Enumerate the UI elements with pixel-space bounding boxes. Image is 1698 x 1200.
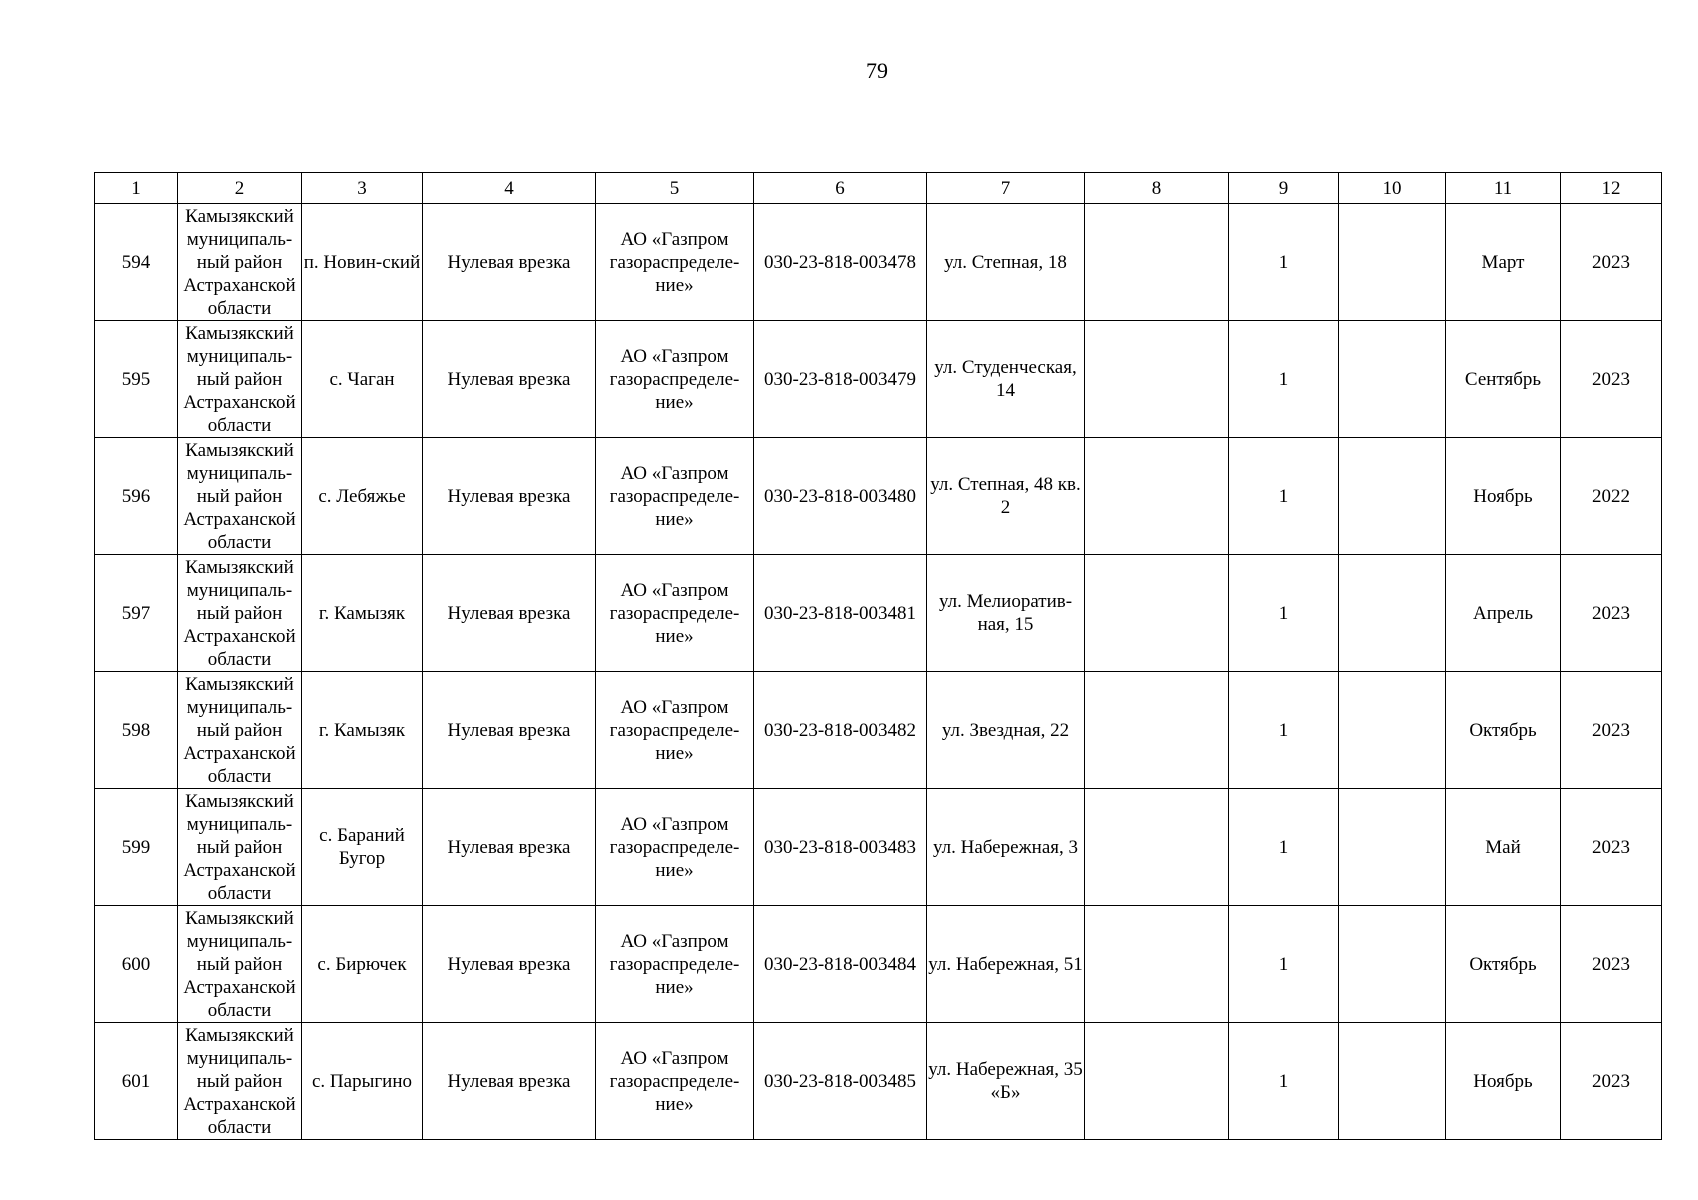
header-cell: 6 (754, 173, 927, 204)
code-cell: 030-23-818-003480 (754, 438, 927, 555)
code-cell: 030-23-818-003485 (754, 1023, 927, 1140)
table-row (95, 438, 1662, 555)
organization-cell: АО «Газпром газораспределе-ние» (596, 204, 754, 321)
address-cell: ул. Студенческая, 14 (927, 321, 1085, 438)
month-cell: Март (1446, 204, 1561, 321)
month-cell: Октябрь (1446, 672, 1561, 789)
header-cell: 3 (302, 173, 423, 204)
row-number: 595 (95, 321, 178, 438)
header-cell: 10 (1339, 173, 1446, 204)
table-row (95, 1023, 1662, 1140)
col10-cell (1339, 204, 1446, 321)
col9-cell: 1 (1229, 789, 1339, 906)
row-number: 594 (95, 204, 178, 321)
code-cell: 030-23-818-003482 (754, 672, 927, 789)
col10-cell (1339, 906, 1446, 1023)
year-cell: 2023 (1561, 672, 1662, 789)
address-cell: ул. Мелиоратив-ная, 15 (927, 555, 1085, 672)
header-cell: 4 (423, 173, 596, 204)
col8-cell (1085, 555, 1229, 672)
settlement-cell: с. Чаган (302, 321, 423, 438)
organization-cell: АО «Газпром газораспределе-ние» (596, 1023, 754, 1140)
address-cell: ул. Набережная, 51 (927, 906, 1085, 1023)
col10-cell (1339, 438, 1446, 555)
table-row (95, 204, 1662, 321)
table-row (95, 672, 1662, 789)
settlement-cell: г. Камызяк (302, 555, 423, 672)
header-cell: 5 (596, 173, 754, 204)
col8-cell (1085, 438, 1229, 555)
col9-cell: 1 (1229, 1023, 1339, 1140)
col8-cell (1085, 321, 1229, 438)
organization-cell: АО «Газпром газораспределе-ние» (596, 672, 754, 789)
header-cell: 1 (95, 173, 178, 204)
col9-cell: 1 (1229, 672, 1339, 789)
connection-type-cell: Нулевая врезка (423, 1023, 596, 1140)
connection-type-cell: Нулевая врезка (423, 555, 596, 672)
col10-cell (1339, 672, 1446, 789)
month-cell: Апрель (1446, 555, 1561, 672)
col8-cell (1085, 789, 1229, 906)
connection-type-cell: Нулевая врезка (423, 204, 596, 321)
organization-cell: АО «Газпром газораспределе-ние» (596, 438, 754, 555)
year-cell: 2023 (1561, 1023, 1662, 1140)
connection-type-cell: Нулевая врезка (423, 672, 596, 789)
settlement-cell: с. Лебяжье (302, 438, 423, 555)
district-cell: Камызякский муниципаль-ный район Астраханской области (178, 672, 302, 789)
year-cell: 2023 (1561, 555, 1662, 672)
col8-cell (1085, 672, 1229, 789)
year-cell: 2023 (1561, 321, 1662, 438)
page-number: 79 (866, 58, 888, 83)
address-cell: ул. Набережная, 3 (927, 789, 1085, 906)
connection-type-cell: Нулевая врезка (423, 906, 596, 1023)
table-row (95, 789, 1662, 906)
table-row (95, 321, 1662, 438)
year-cell: 2023 (1561, 906, 1662, 1023)
settlement-cell: с. Бараний Бугор (302, 789, 423, 906)
col9-cell: 1 (1229, 438, 1339, 555)
header-cell: 7 (927, 173, 1085, 204)
row-number: 599 (95, 789, 178, 906)
header-cell: 9 (1229, 173, 1339, 204)
settlement-cell: п. Новин-ский (302, 204, 423, 321)
address-cell: ул. Звездная, 22 (927, 672, 1085, 789)
col8-cell (1085, 204, 1229, 321)
code-cell: 030-23-818-003478 (754, 204, 927, 321)
code-cell: 030-23-818-003484 (754, 906, 927, 1023)
col10-cell (1339, 789, 1446, 906)
organization-cell: АО «Газпром газораспределе-ние» (596, 321, 754, 438)
month-cell: Май (1446, 789, 1561, 906)
row-number: 597 (95, 555, 178, 672)
connection-type-cell: Нулевая врезка (423, 438, 596, 555)
col8-cell (1085, 1023, 1229, 1140)
col9-cell: 1 (1229, 555, 1339, 672)
table-row (95, 555, 1662, 672)
month-cell: Ноябрь (1446, 438, 1561, 555)
settlement-cell: с. Парыгино (302, 1023, 423, 1140)
col9-cell: 1 (1229, 204, 1339, 321)
table-row (95, 906, 1662, 1023)
header-cell: 8 (1085, 173, 1229, 204)
code-cell: 030-23-818-003479 (754, 321, 927, 438)
row-number: 598 (95, 672, 178, 789)
code-cell: 030-23-818-003483 (754, 789, 927, 906)
col9-cell: 1 (1229, 906, 1339, 1023)
col10-cell (1339, 1023, 1446, 1140)
col8-cell (1085, 906, 1229, 1023)
register-table (94, 172, 1662, 1140)
year-cell: 2023 (1561, 204, 1662, 321)
settlement-cell: с. Бирючек (302, 906, 423, 1023)
district-cell: Камызякский муниципаль-ный район Астраханской области (178, 906, 302, 1023)
connection-type-cell: Нулевая врезка (423, 789, 596, 906)
district-cell: Камызякский муниципаль-ный район Астраханской области (178, 438, 302, 555)
address-cell: ул. Степная, 48 кв. 2 (927, 438, 1085, 555)
month-cell: Октябрь (1446, 906, 1561, 1023)
district-cell: Камызякский муниципаль-ный район Астраханской области (178, 1023, 302, 1140)
address-cell: ул. Набережная, 35 «Б» (927, 1023, 1085, 1140)
address-cell: ул. Степная, 18 (927, 204, 1085, 321)
col10-cell (1339, 321, 1446, 438)
district-cell: Камызякский муниципаль-ный район Астраханской области (178, 789, 302, 906)
header-row (95, 173, 1662, 204)
code-cell: 030-23-818-003481 (754, 555, 927, 672)
month-cell: Сентябрь (1446, 321, 1561, 438)
connection-type-cell: Нулевая врезка (423, 321, 596, 438)
header-cell: 11 (1446, 173, 1561, 204)
col9-cell: 1 (1229, 321, 1339, 438)
row-number: 600 (95, 906, 178, 1023)
month-cell: Ноябрь (1446, 1023, 1561, 1140)
organization-cell: АО «Газпром газораспределе-ние» (596, 789, 754, 906)
year-cell: 2022 (1561, 438, 1662, 555)
organization-cell: АО «Газпром газораспределе-ние» (596, 906, 754, 1023)
district-cell: Камызякский муниципаль-ный район Астраханской области (178, 555, 302, 672)
col10-cell (1339, 555, 1446, 672)
district-cell: Камызякский муниципаль-ный район Астраханской области (178, 321, 302, 438)
header-cell: 12 (1561, 173, 1662, 204)
organization-cell: АО «Газпром газораспределе-ние» (596, 555, 754, 672)
district-cell: Камызякский муниципаль-ный район Астраханской области (178, 204, 302, 321)
header-cell: 2 (178, 173, 302, 204)
row-number: 601 (95, 1023, 178, 1140)
row-number: 596 (95, 438, 178, 555)
year-cell: 2023 (1561, 789, 1662, 906)
settlement-cell: г. Камызяк (302, 672, 423, 789)
